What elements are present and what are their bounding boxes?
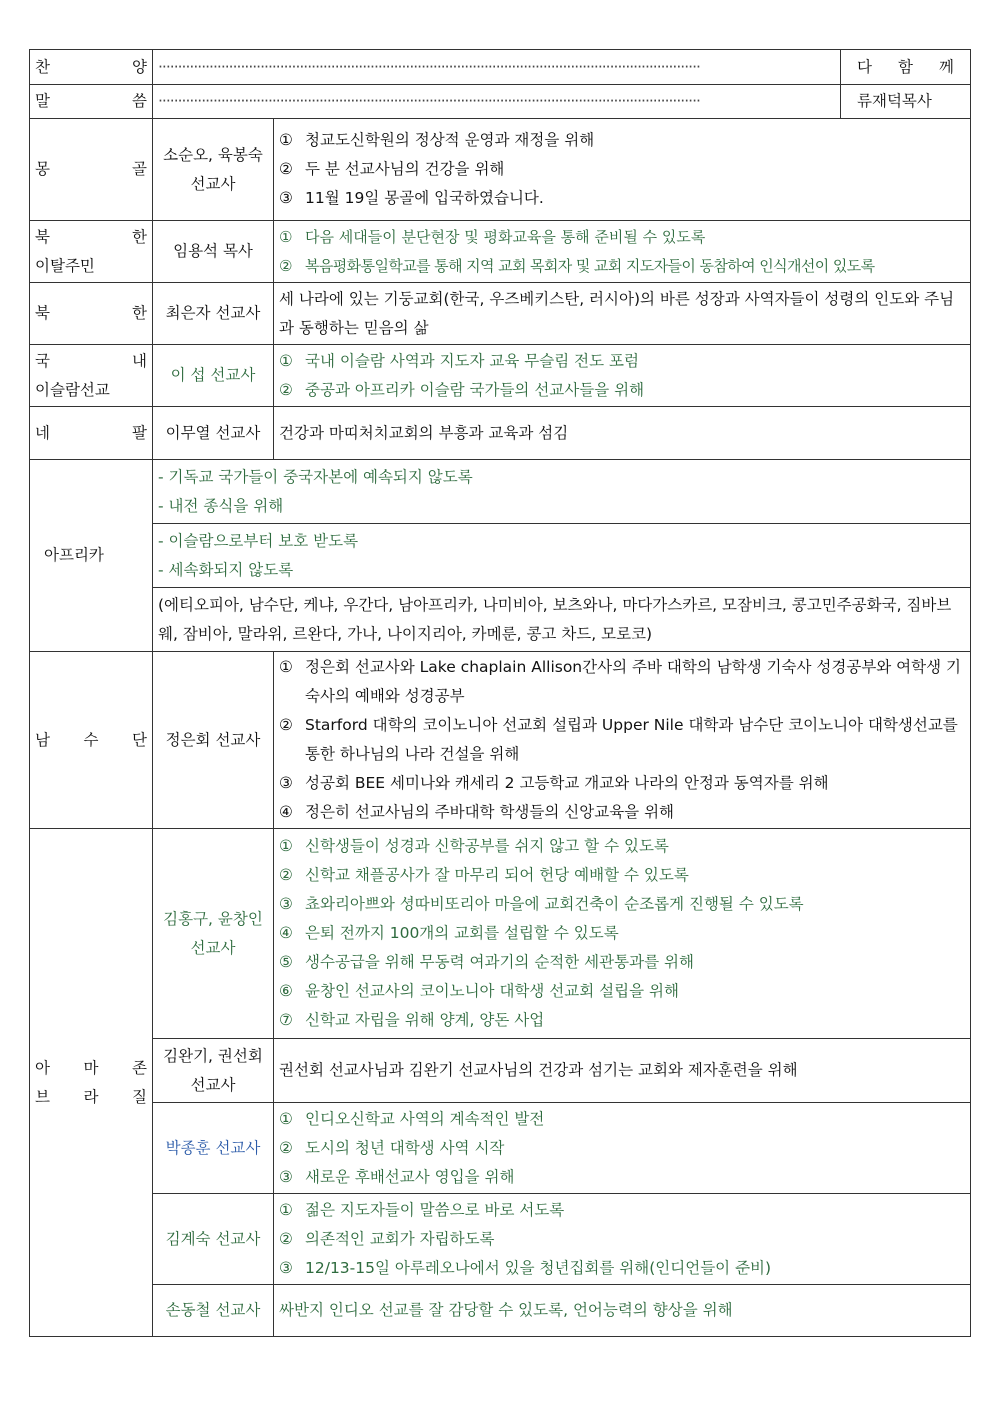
item-number: ② — [279, 1138, 293, 1157]
prayer-africa-block2 — [153, 524, 971, 588]
word-row — [30, 85, 971, 119]
missionary-amazon-3: 박종훈 선교사 — [153, 1103, 274, 1194]
missionary-south-sudan: 정은회 선교사 — [153, 652, 274, 829]
prayer-nk: 세 나라에 있는 기둥교회(한국, 우즈베키스탄, 러시아)의 바른 성장과 사역자들이 성령의 인도와 주님과 동행하는 믿음의 삶 — [274, 283, 971, 345]
item-text: 11월 19일 몽골에 입국하였습니다. — [305, 189, 544, 207]
prayer-amazon-4 — [274, 1194, 971, 1285]
missionary-islam: 이 섭 선교사 — [153, 345, 274, 407]
hymn-leader: 다 함 께 — [841, 50, 971, 85]
prayer-item — [279, 223, 965, 252]
item-number: ④ — [279, 924, 293, 942]
region-south-sudan: 남 수 단 — [30, 652, 153, 829]
row-islam — [30, 345, 971, 407]
item-number: ① — [279, 658, 293, 676]
prayer-item — [279, 347, 965, 376]
prayer-line: - 이슬람으로부터 보호 받도록 — [158, 531, 359, 550]
prayer-item — [279, 1196, 965, 1225]
prayer-item — [279, 376, 965, 405]
item-number: ⑦ — [279, 1011, 293, 1029]
prayer-line: - 내전 종식을 위해 — [158, 496, 284, 515]
item-number: ① — [279, 227, 293, 246]
row-amazon-5 — [30, 1285, 971, 1337]
row-south-sudan — [30, 652, 971, 829]
item-number: ② — [279, 256, 293, 275]
region-line: 이탈주민 — [35, 256, 95, 275]
prayer-africa-block1 — [153, 460, 971, 524]
item-number: ② — [279, 1229, 293, 1248]
prayer-table — [29, 49, 971, 1337]
item-text: Starford 대학의 코이노니아 선교회 설립과 Upper Nile 대학과 남수단 코이노니아 대학생선교를 통한 하나님의 나라 건설을 위해 — [305, 716, 958, 763]
region-mongol: 몽 골 — [30, 119, 153, 221]
item-text: 복음평화통일학교를 통해 지역 교회 목회자 및 교회 지도자들이 동참하여 인식개선이 있도록 — [305, 256, 875, 275]
item-text: 정은히 선교사님의 주바대학 학생들의 신앙교육을 위해 — [305, 803, 675, 821]
region-line: 국 내 — [35, 351, 147, 370]
prayer-item — [279, 1254, 965, 1283]
prayer-item — [279, 711, 965, 769]
missionary-amazon-1 — [153, 829, 274, 1039]
row-amazon-2 — [30, 1039, 971, 1103]
item-number: ③ — [279, 774, 293, 792]
word-preacher: 류재덕목사 — [841, 85, 971, 119]
row-nk — [30, 283, 971, 345]
item-text: 새로운 후배선교사 영입을 위해 — [305, 1167, 515, 1186]
hymn-dots: ·········································································································································· — [153, 50, 841, 85]
item-text: 쵸와리아쁘와 셩따비또리아 마을에 교회건축이 순조롭게 진행될 수 있도록 — [305, 895, 804, 913]
prayer-item — [279, 184, 965, 213]
prayer-nk-defector — [274, 221, 971, 283]
item-text: 두 분 선교사님의 건강을 위해 — [305, 160, 505, 178]
item-number: ⑥ — [279, 982, 293, 1000]
prayer-line: - 기독교 국가들이 중국자본에 예속되지 않도록 — [158, 467, 473, 486]
item-number: ② — [279, 160, 293, 178]
item-number: ③ — [279, 189, 293, 207]
region-africa: 아프리카 — [30, 460, 153, 652]
prayer-south-sudan — [274, 652, 971, 829]
prayer-item — [279, 1105, 965, 1134]
item-text: 국내 이슬람 사역과 지도자 교육 무슬림 전도 포럼 — [305, 351, 639, 370]
missionary-amazon-5: 손동철 선교사 — [153, 1285, 274, 1337]
item-number: ① — [279, 351, 293, 370]
item-number: ② — [279, 380, 293, 399]
row-amazon-4 — [30, 1194, 971, 1285]
missionary-name-line: 선교사 — [190, 1075, 236, 1094]
region-amazon — [30, 829, 153, 1337]
prayer-line: - 세속화되지 않도록 — [158, 560, 294, 579]
item-text: 생수공급을 위해 무동력 여과기의 순적한 세관통과를 위해 — [305, 953, 694, 971]
prayer-item — [279, 977, 965, 1006]
word-label: 말 씀 — [30, 85, 153, 119]
region-line: 브 라 질 — [35, 1087, 147, 1106]
item-number: ④ — [279, 803, 293, 821]
prayer-item — [279, 1134, 965, 1163]
item-text: 도시의 청년 대학생 사역 시작 — [305, 1138, 505, 1157]
word-dots: ·········································································································································· — [153, 85, 841, 119]
region-nk-defector — [30, 221, 153, 283]
item-text: 다음 세대들이 분단현장 및 평화교육을 통해 준비될 수 있도록 — [305, 227, 706, 246]
item-text: 의존적인 교회가 자립하도록 — [305, 1229, 495, 1248]
item-text: 윤창인 선교사의 코이노니아 대학생 선교회 설립을 위해 — [305, 982, 679, 1000]
prayer-amazon-5: 싸반지 인디오 선교를 잘 감당할 수 있도록, 언어능력의 향상을 위해 — [274, 1285, 971, 1337]
prayer-mongol — [274, 119, 971, 221]
prayer-item — [279, 769, 965, 798]
item-text: 신학교 채플공사가 잘 마무리 되어 헌당 예배할 수 있도록 — [305, 866, 689, 884]
prayer-amazon-2: 권선회 선교사님과 김완기 선교사님의 건강과 섬기는 교회와 제자훈련을 위해 — [274, 1039, 971, 1103]
missionary-name-line: 소순오, 육봉숙 — [163, 145, 263, 164]
item-number: ① — [279, 1200, 293, 1219]
region-line: 이슬람선교 — [35, 380, 110, 399]
prayer-item — [279, 1163, 965, 1192]
item-number: ③ — [279, 1167, 293, 1186]
row-amazon-3 — [30, 1103, 971, 1194]
item-number: ① — [279, 837, 293, 855]
missionary-nk: 최은자 선교사 — [153, 283, 274, 345]
item-number: ② — [279, 866, 293, 884]
prayer-item — [279, 252, 965, 281]
missionary-nepal: 이무열 선교사 — [153, 407, 274, 460]
item-text: 신학생들이 성경과 신학공부를 쉬지 않고 할 수 있도록 — [305, 837, 669, 855]
row-nk-defector — [30, 221, 971, 283]
item-text: 인디오신학교 사역의 계속적인 발전 — [305, 1109, 545, 1128]
prayer-item — [279, 948, 965, 977]
item-text: 청교도신학원의 정상적 운영과 재정을 위해 — [305, 131, 595, 149]
prayer-item — [279, 126, 965, 155]
region-islam — [30, 345, 153, 407]
row-africa-2 — [30, 524, 971, 588]
item-number: ① — [279, 131, 293, 149]
missionary-amazon-4: 김계숙 선교사 — [153, 1194, 274, 1285]
prayer-item — [279, 1225, 965, 1254]
prayer-item — [279, 1006, 965, 1035]
region-line: 아 마 존 — [35, 1058, 147, 1077]
row-mongol — [30, 119, 971, 221]
missionary-amazon-2 — [153, 1039, 274, 1103]
item-number: ③ — [279, 1258, 293, 1277]
item-text: 신학교 자립을 위해 양계, 양돈 사업 — [305, 1011, 545, 1029]
row-nepal — [30, 407, 971, 460]
prayer-item — [279, 890, 965, 919]
region-line: 북 한 — [35, 227, 147, 246]
item-text: 젊은 지도자들이 말씀으로 바로 서도록 — [305, 1200, 565, 1219]
prayer-islam — [274, 345, 971, 407]
item-text: 정은회 선교사와 Lake chaplain Allison간사의 주바 대학의 남학생 기숙사 성경공부와 여학생 기숙사의 예배와 성경공부 — [305, 658, 962, 705]
missionary-name-line: 김완기, 권선회 — [163, 1046, 263, 1065]
region-nepal: 네 팔 — [30, 407, 153, 460]
item-text: 은퇴 전까지 100개의 교회를 설립할 수 있도록 — [305, 924, 619, 942]
prayer-nepal: 건강과 마띠처치교회의 부흥과 교육과 섬김 — [274, 407, 971, 460]
africa-countries: (에티오피아, 남수단, 케냐, 우간다, 남아프리카, 나미비아, 보츠와나, 마다가스카르, 모잠비크, 콩고민주공화국, 짐바브웨, 잠비아, 말라위, 르완다, 가나, 나이지리아, 카메룬, 콩고 차드, 모로코) — [153, 588, 971, 652]
row-africa-3 — [30, 588, 971, 652]
hymn-label: 찬 양 — [30, 50, 153, 85]
item-number: ③ — [279, 895, 293, 913]
prayer-item — [279, 653, 965, 711]
item-text: 성공회 BEE 세미나와 캐세리 2 고등학교 개교와 나라의 안정과 동역자를 위해 — [305, 774, 829, 792]
row-africa-1 — [30, 460, 971, 524]
missionary-mongol — [153, 119, 274, 221]
item-number: ① — [279, 1109, 293, 1128]
region-nk: 북 한 — [30, 283, 153, 345]
prayer-item — [279, 798, 965, 827]
missionary-name-line: 선교사 — [190, 174, 236, 193]
missionary-nk-defector: 임용석 목사 — [153, 221, 274, 283]
item-text: 중공과 아프리카 이슬람 국가들의 선교사들을 위해 — [305, 380, 645, 399]
prayer-item — [279, 155, 965, 184]
item-number: ② — [279, 716, 293, 734]
prayer-amazon-3 — [274, 1103, 971, 1194]
prayer-item — [279, 919, 965, 948]
prayer-amazon-1 — [274, 829, 971, 1039]
hymn-row — [30, 50, 971, 85]
missionary-name-line: 선교사 — [190, 938, 236, 957]
prayer-item — [279, 861, 965, 890]
missionary-name-line: 김홍구, 윤창인 — [163, 909, 263, 928]
item-number: ⑤ — [279, 953, 293, 971]
item-text: 12/13-15일 아루레오나에서 있을 청년집회를 위해(인디언들이 준비) — [305, 1258, 772, 1277]
prayer-item — [279, 832, 965, 861]
row-amazon-1 — [30, 829, 971, 1039]
